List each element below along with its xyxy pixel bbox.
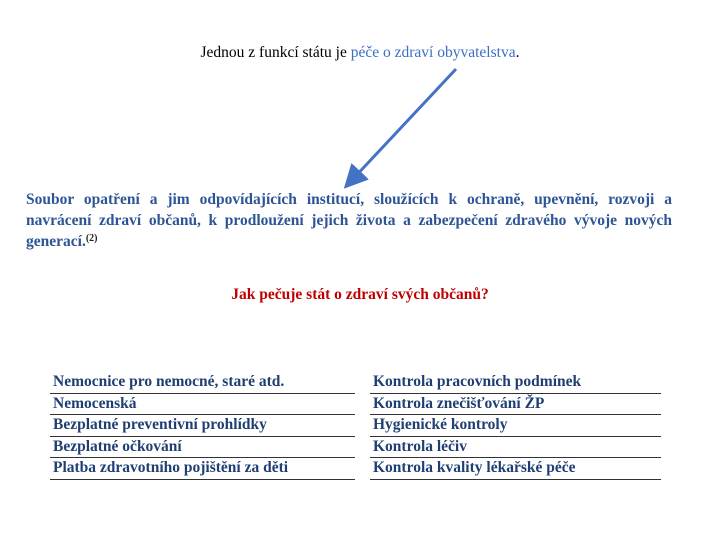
intro-highlight: péče o zdraví obyvatelstva xyxy=(350,44,516,61)
left-list-item: Nemocenská xyxy=(50,394,355,416)
left-list xyxy=(50,372,355,480)
definition-body: Soubor opatření a jim odpovídajících institucí, sloužících k ochraně, upevnění, rozvoji a navrácení zdraví občanů, k prodloužení jejich života a zabezpečení zdravého vývoje nových generací. xyxy=(26,191,672,250)
definition-text xyxy=(26,189,672,252)
right-list xyxy=(370,372,661,480)
right-list-item: Kontrola kvality lékařské péče xyxy=(370,458,661,480)
left-list-item: Nemocnice pro nemocné, staré atd. xyxy=(50,372,355,394)
question-heading: Jak pečuje stát o zdraví svých občanů? xyxy=(231,286,489,303)
right-list-item: Kontrola znečišťování ŽP xyxy=(370,394,661,416)
left-list-item: Bezplatné preventivní prohlídky xyxy=(50,415,355,437)
right-list-item: Kontrola léčiv xyxy=(370,437,661,459)
left-list-item: Platba zdravotního pojištění za děti xyxy=(50,458,355,480)
footnote-marker: (2) xyxy=(85,233,98,244)
right-list-item: Kontrola pracovních podmínek xyxy=(370,372,661,394)
left-list-item: Bezplatné očkování xyxy=(50,437,355,459)
right-list-item: Hygienické kontroly xyxy=(370,415,661,437)
intro-prefix: Jednou z funkcí státu je xyxy=(200,44,351,61)
intro-suffix: . xyxy=(515,44,520,61)
